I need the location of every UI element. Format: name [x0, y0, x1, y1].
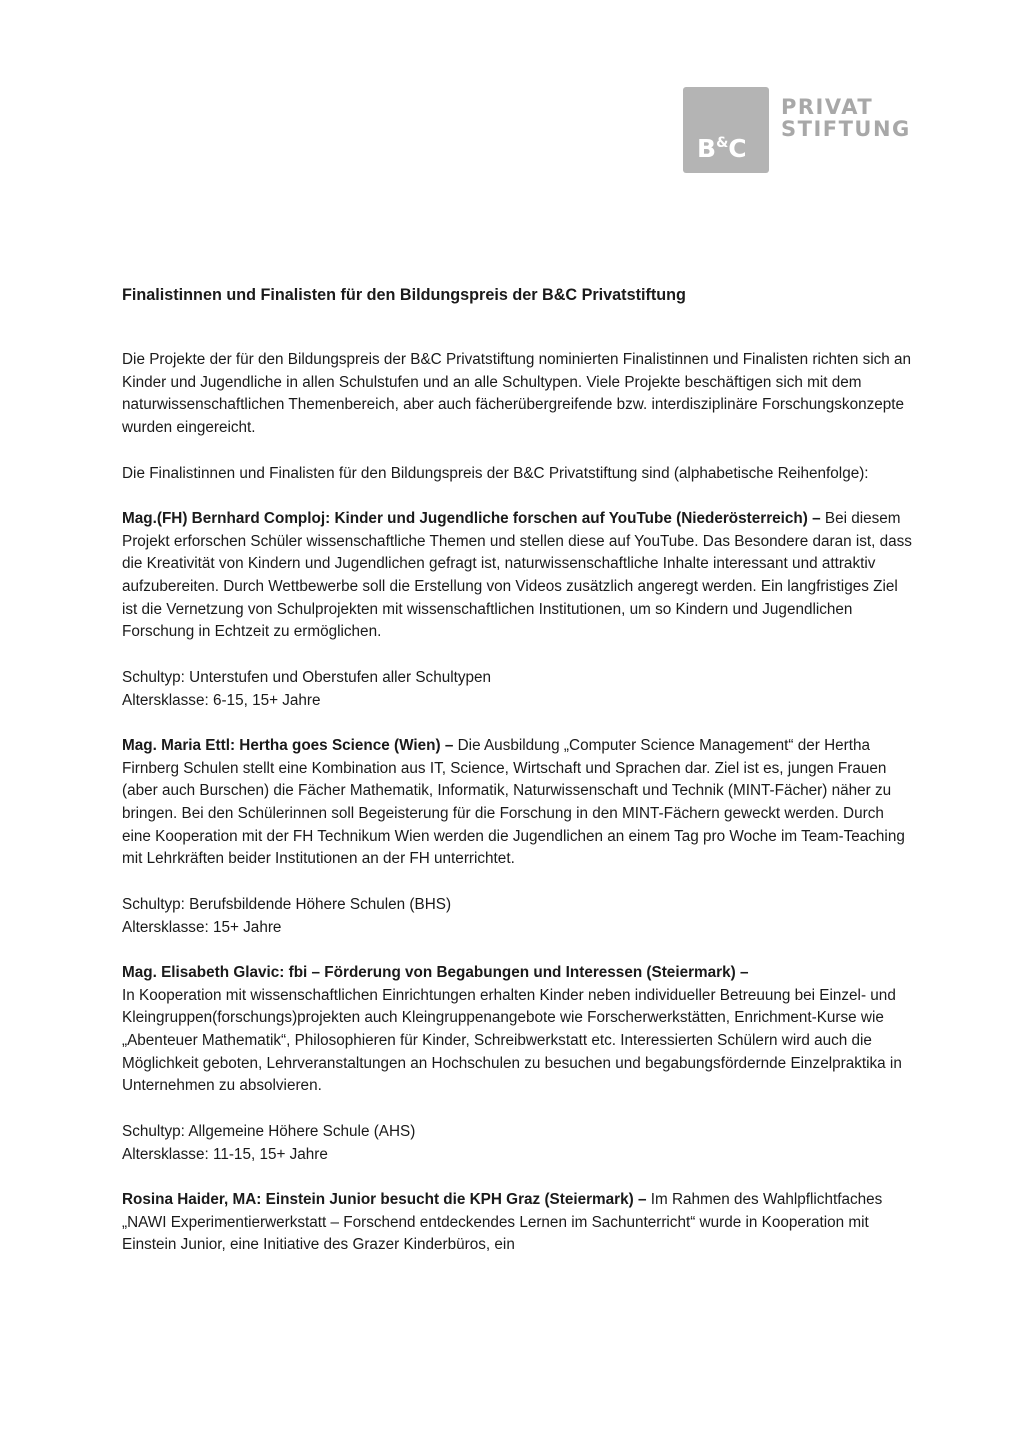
- bc-privatstiftung-logo: [683, 87, 923, 177]
- logo-mark: B&C: [697, 134, 747, 163]
- project-schultyp: Schultyp: Allgemeine Höhere Schule (AHS): [122, 1122, 416, 1140]
- project-text: Bei diesem Projekt erforschen Schüler wissenschaftliche Themen und stellen diese auf YouTube. Das Besondere daran ist, dass die Kreativität von Kindern und Jugendlichen gefragt ist, naturwissenschaftliche Inhalte interessant und attraktiv aufzubereiten. Durch Wettbewerbe soll die Erstellung von Videos zusätzlich angeregt werden. Ein langfristiges Ziel ist die Vernetzung von Schulprojekten mit wissenschaftlichen Institutionen, um so Kindern und Jugendlichen Forschung in Echtzeit zu ermöglichen.: [122, 509, 912, 641]
- project-description: [122, 735, 912, 871]
- project-meta: [122, 894, 912, 939]
- logo-box: [683, 87, 769, 173]
- project-text: Im Rahmen des Wahlpflichtfaches „NAWI Experimentierwerkstatt – Forschend entdeckendes Lernen im Sachunterricht“ wurde in Kooperation mit Einstein Junior, eine Initiative des Grazer Kinderbüros, ein: [122, 1190, 883, 1254]
- project-altersklasse: Altersklasse: 6-15, 15+ Jahre: [122, 691, 321, 709]
- logo-word-stiftung: STIFTUNG: [781, 117, 911, 141]
- project-schultyp: Schultyp: Berufsbildende Höhere Schulen (BHS): [122, 895, 452, 913]
- project-description: [122, 962, 912, 1098]
- project-heading: Rosina Haider, MA: Einstein Junior besucht die KPH Graz (Steiermark) –: [122, 1190, 647, 1208]
- project-entry: [122, 508, 912, 712]
- project-altersklasse: Altersklasse: 11-15, 15+ Jahre: [122, 1145, 328, 1163]
- intro-paragraph-2: Die Finalistinnen und Finalisten für den Bildungspreis der B&C Privatstiftung sind (alphabetische Reihenfolge):: [122, 464, 869, 482]
- document-title: Finalistinnen und Finalisten für den Bildungspreis der B&C Privatstiftung: [122, 286, 686, 304]
- project-heading: Mag. Elisabeth Glavic: fbi – Förderung von Begabungen und Interessen (Steiermark) –: [122, 963, 749, 981]
- project-schultyp: Schultyp: Unterstufen und Oberstufen aller Schultypen: [122, 668, 492, 686]
- project-description: [122, 508, 912, 644]
- project-entry: [122, 1189, 912, 1257]
- intro-paragraph: Die Projekte der für den Bildungspreis der B&C Privatstiftung nominierten Finalistinnen und Finalisten richten sich an Kinder und Jugendliche in allen Schulstufen und an alle Schultypen. Viele Projekte beschäftigen sich mit dem naturwissenschaftlichen Themenbereich, aber auch fächerübergreifende bzw. interdisziplinäre Forschungskonzepte wurden eingereicht.: [122, 351, 912, 437]
- project-description: [122, 1189, 912, 1257]
- project-altersklasse: Altersklasse: 15+ Jahre: [122, 918, 282, 936]
- logo-word-privat: PRIVAT: [781, 95, 874, 119]
- project-text: In Kooperation mit wissenschaftlichen Einrichtungen erhalten Kinder neben individueller Betreuung bei Einzel- und Kleingruppen(forschungs)projekten auch Kleingruppenangebote wie Forscherwerkstätten, Enrichment-Kurse wie „Abenteuer Mathematik“, Philosophieren für Kinder, Schreibwerkstatt etc. Interessierten Schülern wird auch die Möglichkeit geboten, Lehrveranstaltungen an Hochschulen zu besuchen und begabungsfördernde Einzelpraktika in Unternehmen zu absolvieren.: [122, 986, 902, 1095]
- project-meta: [122, 1121, 912, 1166]
- project-entry: [122, 735, 912, 939]
- project-entry: [122, 962, 912, 1166]
- document-body: [122, 284, 912, 1280]
- project-heading: Mag. Maria Ettl: Hertha goes Science (Wien) –: [122, 736, 454, 754]
- project-meta: [122, 667, 912, 712]
- project-heading: Mag.(FH) Bernhard Comploj: Kinder und Jugendliche forschen auf YouTube (Niederösterreich) –: [122, 509, 821, 527]
- project-text: Die Ausbildung „Computer Science Management“ der Hertha Firnberg Schulen stellt eine Kombination aus IT, Science, Wirtschaft und Sprachen dar. Ziel ist es, jungen Frauen (aber auch Burschen) die Fächer Mathematik, Informatik, Naturwissenschaft und Technik (MINT-Fächer) näher zu bringen. Bei den Schülerinnen soll Begeisterung für die Forschung in den MINT-Fächern geweckt werden. Durch eine Kooperation mit der FH Technikum Wien werden die Jugendlichen an einem Tag pro Woche im Team-Teaching mit Lehrkräften beider Institutionen an der FH unterrichtet.: [122, 736, 905, 868]
